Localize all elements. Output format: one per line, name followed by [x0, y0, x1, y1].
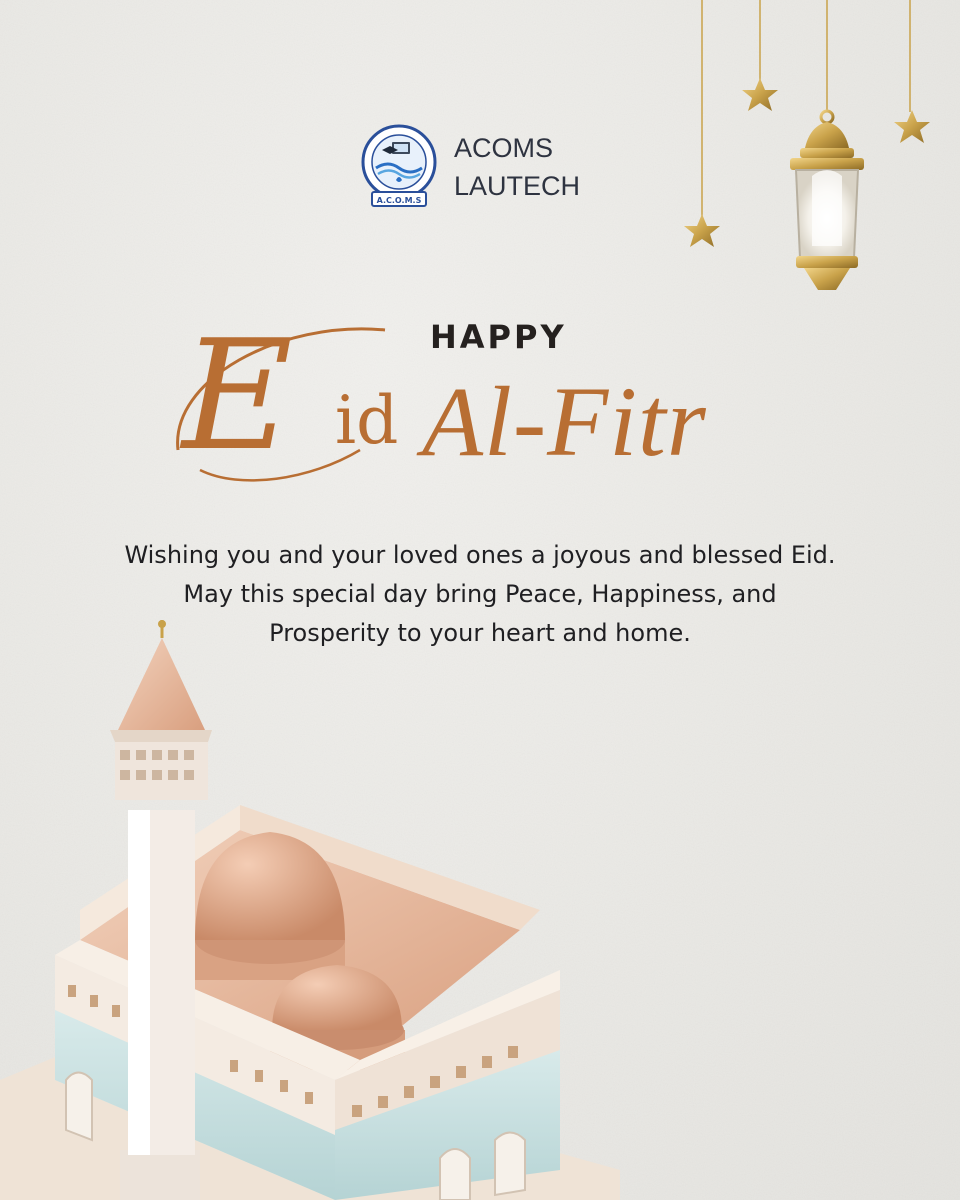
svg-text:A.C.O.M.S: A.C.O.M.S: [376, 196, 422, 205]
star-icon: [742, 78, 778, 111]
star-icon: [894, 110, 930, 143]
brand-name-line2: LAUTECH: [454, 171, 581, 201]
star-icon: [684, 214, 720, 247]
headline-eid-al-fitr: [160, 300, 800, 500]
headline-happy: HAPPY: [430, 318, 567, 356]
brand-name: [454, 129, 580, 205]
brand-name-line1: ACOMS: [454, 133, 554, 163]
headline-eid-initial: E: [182, 307, 293, 484]
brand-header: [358, 124, 580, 210]
greeting-line: May this special day bring Peace, Happiness, and: [183, 580, 777, 608]
mosque-icon: [0, 610, 620, 1200]
hanging-decorations: [660, 0, 960, 310]
acoms-logo-icon: [358, 124, 440, 210]
lantern-icon: [790, 111, 864, 290]
greeting-line: Wishing you and your loved ones a joyous and blessed Eid.: [124, 541, 836, 569]
headline-eid-rest: id: [335, 382, 399, 459]
headline-al-fitr: Al-Fitr: [422, 366, 707, 477]
greeting-line: Prosperity to your heart and home.: [269, 619, 691, 647]
